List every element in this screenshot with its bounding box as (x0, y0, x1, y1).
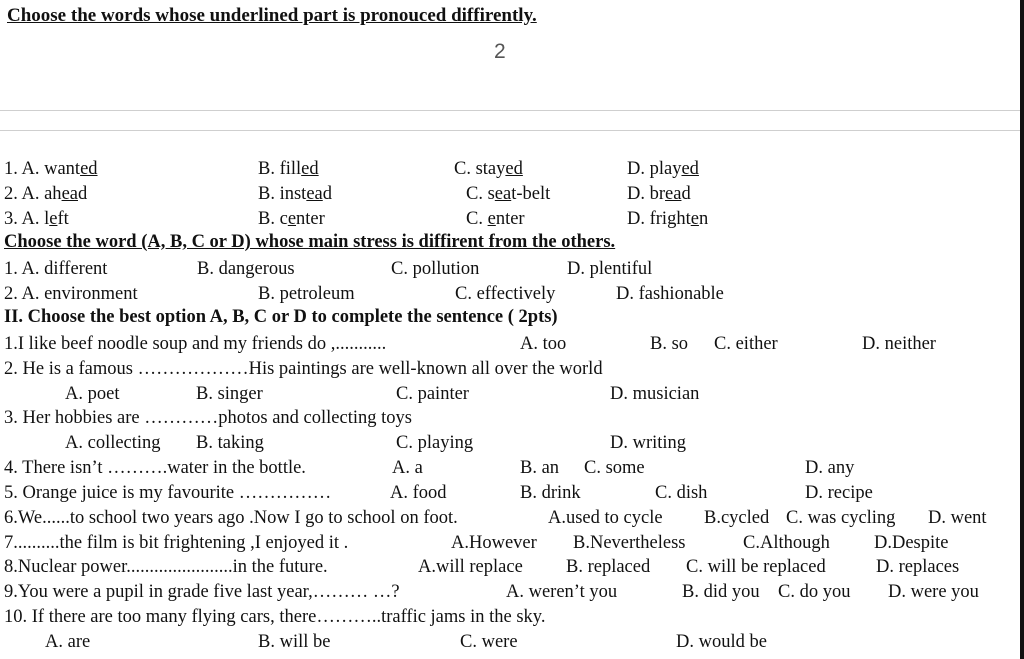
q10-option-d: D. would be (676, 632, 767, 652)
pron-text: B. fill (258, 159, 302, 179)
q9-option-c: C. do you (778, 582, 851, 602)
q6-option-c: C. was cycling (786, 508, 896, 528)
page-divider-bottom (0, 130, 1020, 131)
q3-option-c: C. playing (396, 433, 474, 453)
q5-option-d: D. recipe (805, 483, 873, 503)
stress-q1-b: B. dangerous (197, 259, 295, 279)
pron-q2-option-d (627, 182, 691, 206)
q1-option-c: C. either (714, 334, 778, 354)
q10-stem: 10. If there are too many flying cars, there………..traffic jams in the sky. (4, 607, 546, 627)
q9-option-b: B. did you (682, 582, 760, 602)
q6-option-a: A.used to cycle (548, 508, 663, 528)
pron-text: d (322, 184, 333, 204)
q5-option-a: A. food (390, 483, 447, 503)
pron-text: 1. A. want (4, 159, 81, 179)
pron-q3-option-c (466, 207, 525, 231)
pron-underlined-part: ed (505, 159, 523, 179)
q1-option-b: B. so (650, 334, 689, 354)
q10-option-a: A. are (45, 632, 91, 652)
stress-heading: Choose the word (A, B, C or D) whose main stress is diffirent from the others. (4, 232, 616, 252)
q4-option-c: C. some (584, 458, 645, 478)
q5-stem: 5. Orange juice is my favourite …………… (4, 483, 332, 503)
q7-option-a: A.However (451, 533, 537, 553)
pron-text: D. play (627, 159, 682, 179)
q2-option-b: B. singer (196, 384, 263, 404)
q3-option-a: A. collecting (65, 433, 161, 453)
pron-underlined-part: e (287, 209, 297, 229)
q6-option-b: B.cycled (704, 508, 770, 528)
pron-q3-option-b (258, 207, 325, 231)
q5-option-b: B. drink (520, 483, 581, 503)
pron-q1-option-d (627, 157, 699, 181)
q7-option-b: B.Nevertheless (573, 533, 686, 553)
pron-q2-option-c (466, 182, 550, 206)
q8-option-d: D. replaces (876, 557, 960, 577)
q9-option-d: D. were you (888, 582, 979, 602)
q6-stem: 6.We......to school two years ago .Now I go to school on foot. (4, 508, 458, 528)
section-ii-heading: II. Choose the best option A, B, C or D to complete the sentence ( 2pts) (4, 307, 558, 327)
q3-option-d: D. writing (610, 433, 687, 453)
q4-option-a: A. a (392, 458, 423, 478)
pron-q1-option-b (258, 157, 319, 181)
pron-text: 3. A. l (4, 209, 50, 229)
q2-option-d: D. musician (610, 384, 700, 404)
pron-text: D. fright (627, 209, 691, 229)
pron-q1-option-c (454, 157, 523, 181)
pron-text: C. stay (454, 159, 506, 179)
pron-text: C. s (466, 184, 495, 204)
q7-option-d: D.Despite (874, 533, 949, 553)
pron-q1-option-a (4, 157, 98, 181)
q10-option-c: C. were (460, 632, 518, 652)
pron-q3-option-d (627, 207, 708, 231)
page-number: 2 (494, 40, 506, 63)
pron-q2-option-b (258, 182, 332, 206)
q4-option-b: B. an (520, 458, 560, 478)
pron-underlined-part: ed (80, 159, 98, 179)
q9-stem: 9.You were a pupil in grade five last year,……… …? (4, 582, 400, 602)
pron-underlined-part: ed (301, 159, 319, 179)
stress-q1-d: D. plentiful (567, 259, 653, 279)
pron-underlined-part: e (690, 209, 699, 229)
pron-text: B. c (258, 209, 288, 229)
q8-stem: 8.Nuclear power.......................in the future. (4, 557, 328, 577)
q7-stem: 7..........the film is bit frightening ,I enjoyed it . (4, 533, 349, 553)
q2-option-a: A. poet (65, 384, 120, 404)
pron-text: D. br (627, 184, 666, 204)
q4-stem: 4. There isn’t ……….water in the bottle. (4, 458, 306, 478)
stress-q2-b: B. petroleum (258, 284, 355, 304)
q2-option-c: C. painter (396, 384, 469, 404)
q10-option-b: B. will be (258, 632, 331, 652)
q7-option-c: C.Although (743, 533, 830, 553)
q8-option-a: A.will replace (418, 557, 523, 577)
stress-q2-a: 2. A. environment (4, 284, 138, 304)
q3-option-b: B. taking (196, 433, 264, 453)
window-edge-bar (1020, 0, 1024, 659)
pron-q2-option-a (4, 182, 87, 206)
page-divider-top (0, 110, 1020, 111)
stress-q2-c: C. effectively (455, 284, 556, 304)
q6-option-d: D. went (928, 508, 987, 528)
page-title: Choose the words whose underlined part is pronouced diffirently. (7, 5, 537, 26)
pron-underlined-part: ed (681, 159, 699, 179)
pron-underlined-part: ea (306, 184, 323, 204)
q8-option-b: B. replaced (566, 557, 651, 577)
pron-text: 2. A. ah (4, 184, 62, 204)
q1-stem: 1.I like beef noodle soup and my friends do ,........... (4, 334, 387, 354)
q9-option-a: A. weren’t you (506, 582, 618, 602)
q8-option-c: C. will be replaced (686, 557, 826, 577)
q2-stem: 2. He is a famous ………………His paintings are well-known all over the world (4, 359, 603, 379)
pron-text: d (681, 184, 691, 204)
pron-underlined-part: e (49, 209, 58, 229)
q3-stem: 3. Her hobbies are …………photos and collecting toys (4, 408, 412, 428)
pron-text: n (698, 209, 709, 229)
stress-q2-d: D. fashionable (616, 284, 724, 304)
pron-text: C. (466, 209, 488, 229)
stress-q1-c: C. pollution (391, 259, 480, 279)
pron-underlined-part: ea (665, 184, 682, 204)
pron-text: d (78, 184, 88, 204)
pron-q3-option-a (4, 207, 69, 231)
stress-q1-a: 1. A. different (4, 259, 108, 279)
pron-text: ft (57, 209, 69, 229)
q1-option-a: A. too (520, 334, 567, 354)
q5-option-c: C. dish (655, 483, 708, 503)
pron-underlined-part: ea (494, 184, 512, 204)
pron-text: nter (296, 209, 325, 229)
pron-text: t-belt (511, 184, 551, 204)
pron-text: B. inst (258, 184, 307, 204)
pron-text: nter (495, 209, 525, 229)
q1-option-d: D. neither (862, 334, 936, 354)
pron-underlined-part: e (487, 209, 496, 229)
pron-underlined-part: ea (61, 184, 78, 204)
q4-option-d: D. any (805, 458, 855, 478)
